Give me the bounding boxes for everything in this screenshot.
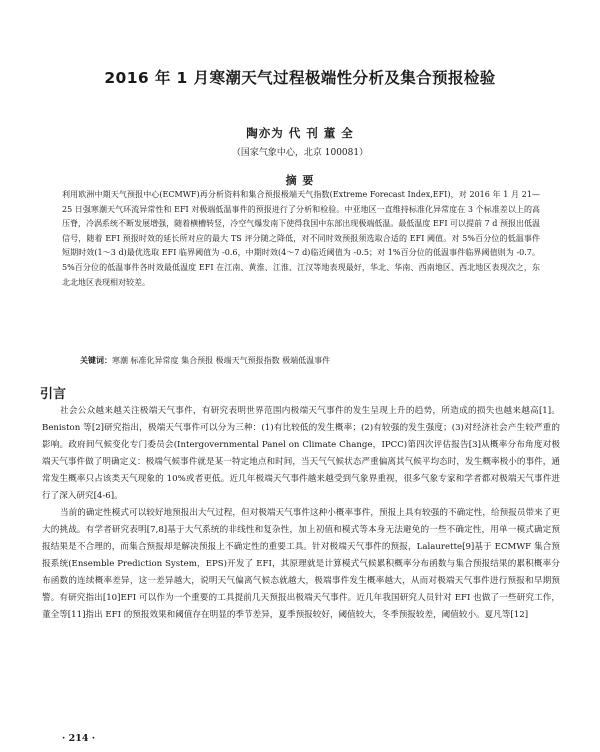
affiliation: （国家气象中心，北京 100081）: [231, 148, 369, 158]
keywords-label: 关键词：: [80, 355, 112, 365]
abstract-heading: 摘 要: [285, 174, 315, 187]
paragraph: 当前的确定性模式可以较好地预报出大气过程，但对极端天气事件这种小概率事件，预报上具有较强的不确定性，给预报员带来了更大的挑战。有学者研究表明[7,8]基于大气系统的非线性和复杂性，加上初值和模式等本身无法避免的一些不确定性，用单一模式确定预报结果是不合理的，而集合预报却是解决预报上不确定性的重要工具。针对极端天气事件的预报，Lalaurette[9]基于 ECMWF 集合预报系统(Ensemble Prediction System，EPS)开发了 EFI，其原理就是计算模式气候累积概率分布函数与集合预报结果的累积概率分布函数的连续概率差异，这一差异越大，说明天气偏离气候态就越大，极端事件发生概率越大，从而对极端天气事件进行预报和早期预警。有研究指出[10]EFI 可以作为一个重要的工具提前几天预报出极端天气事件。近几年我国研究人员针对 EFI 也做了一些研究工作，董全等[11]指出 EFI 的预报效果和阈值存在明显的季节差异，夏季预报较好，阈值较大，冬季预报较差，阈值较小。夏凡等[12]: [42, 508, 560, 620]
abstract-text: 利用欧洲中期天气预报中心(ECMWF)再分析资料和集合预报极端天气指数(Extreme Forecast Index,EFI)，对 2016 年 1 月 21—25 日强寒潮天气环流异常性和 EFI 对极端低温事件的预报进行了分析和检验。中亚地区一直维持标准化异常度在 3 个标准差以上的高压脊，冷涡系统不断发展增强，随着横槽转竖，冷空气爆发南下使得我国中东部出现极端低温。最低温度 EFI 可以提前 7 d 预报出低温信号，随着 EFI 预报时效的延长所对应的最大 TS 评分随之降低，对不同时效预报须选取合适的 EFI 阈值。对 5%百分位的低温事件短期时效(1～3 d)最优选取 EFI 临界阈值为 -0.6，中期时效(4～7 d)临近阈值为 -0.5；对 1%百分位的低温事件临界阈值则为 -0.7。5%百分位的低温事件各时效最低温度 EFI 在江南、黄淮、江淮、江汉等地表现最好，华北、华南、西南地区、西北地区表现次之，东北北地区表现相对较差。: [62, 190, 540, 287]
keywords: [80, 353, 540, 368]
body-text: [42, 403, 560, 624]
paper-title: 2016 年 1 月寒潮天气过程极端性分析及集合预报检验: [104, 69, 496, 87]
section-heading-introduction: 引言: [40, 387, 67, 402]
keywords-text: 寒潮 标准化异常度 集合预报 极端天气预报指数 极端低温事件: [112, 356, 331, 365]
author-list: 陶亦为 代 刊 董 全: [246, 126, 354, 140]
paragraph: 社会公众越来越关注极端天气事件，有研究表明世界范围内极端天气事件的发生呈现上升的趋势，所造成的损失也越来越高[1]。Beniston 等[2]研究指出，极端天气事件可以分为三种：(1)有比较低的发生概率；(2)有较强的发生强度；(3)对经济社会产生较严重的影响。政府间气候变化专门委员会(Intergovernmental Panel on Climate Change，IPCC)第四次评估报告[3]从概率分布角度对极端天气事件做了明确定义：极端气候事件就是某一特定地点和时间，当天气气候状态严重偏离其气候平均态时，发生概率极小的事件，通常发生概率只占该类天气现象的 10%或者更低。近几年极端天气事件越来越受到气象界重视，很多气象专家和学者都对极端天气事件进行了深入研究[4-6]。: [42, 406, 560, 501]
page-number: · 214 ·: [62, 733, 96, 744]
